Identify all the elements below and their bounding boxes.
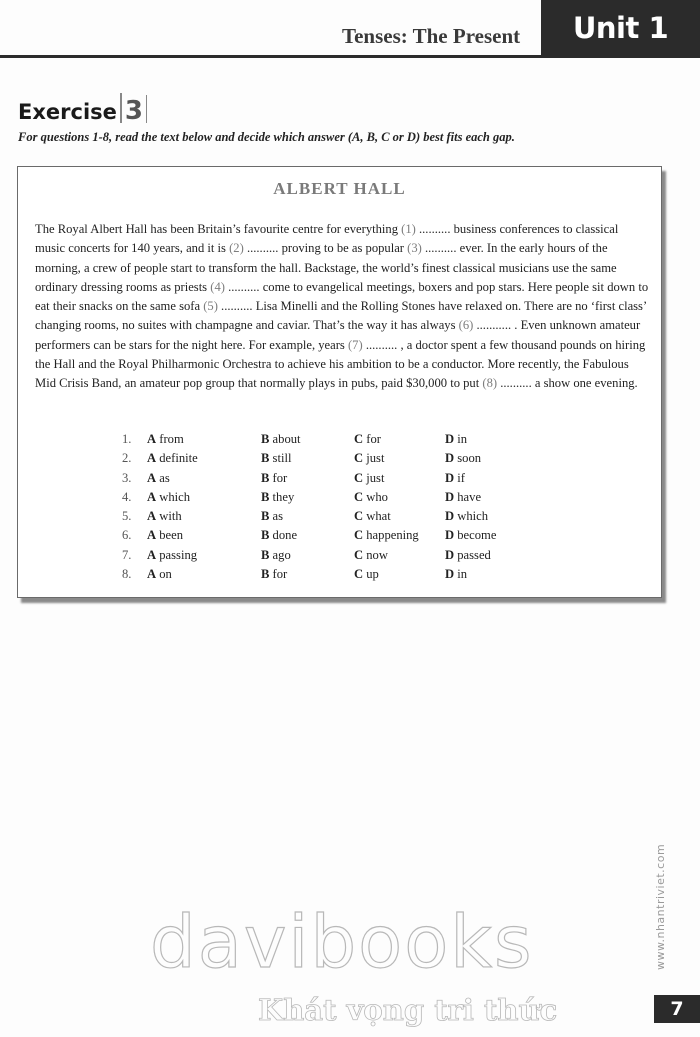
option-c: C for <box>354 432 381 446</box>
option-row <box>18 528 661 547</box>
option-row <box>18 471 661 490</box>
gap-number: (6) <box>458 318 474 333</box>
option-c: C what <box>354 509 391 524</box>
text-box <box>17 166 662 598</box>
option-b: B for <box>261 470 288 485</box>
gap-number: (3) <box>407 241 422 256</box>
option-c: C up <box>354 567 379 582</box>
option-number: 7. <box>122 547 132 562</box>
option-a: A which <box>147 489 191 504</box>
option-a: A as <box>147 470 170 485</box>
option-row <box>18 548 661 567</box>
option-number: 3. <box>122 470 132 485</box>
gap-number: (8) <box>482 376 498 391</box>
option-a: A from <box>147 432 184 446</box>
option-c: C who <box>354 489 388 504</box>
option-number: 4. <box>122 489 132 504</box>
option-d: D passed <box>445 547 491 562</box>
passage-segment: .......... business conferences to classical music concerts for 140 years, and it is <box>35 222 619 256</box>
options-table <box>18 432 661 586</box>
passage-segment: .......... Lisa Minelli and the Rolling Stones have relaxed on. There are no ‘first class’ changing rooms, no suites with champagne and caviar. That’s the way it has always <box>35 299 647 333</box>
option-b: B done <box>261 528 298 543</box>
passage-segment: .......... ever. In the early hours of the morning, a crew of people start to transform the hall. Backstage, the world’s finest classical musicians use the same ordinary dressing rooms as priests <box>35 241 617 294</box>
unit-label: Unit 1 <box>541 0 700 55</box>
option-row <box>18 567 661 586</box>
option-c: C now <box>354 547 388 562</box>
option-d: D have <box>445 489 482 504</box>
watermark-slogan: Khát vọng tri thức <box>258 993 558 1027</box>
option-b: B about <box>261 432 301 446</box>
gap-number: (4) <box>210 279 225 294</box>
option-d: D if <box>445 470 465 485</box>
option-b: B for <box>261 567 288 582</box>
option-number: 5. <box>122 509 132 524</box>
passage-text <box>35 220 650 394</box>
gap-number: (2) <box>229 241 244 256</box>
option-row <box>18 451 661 470</box>
option-a: A with <box>147 509 182 524</box>
passage-segment: .......... , a doctor spent a few thousand pounds on hiring the Hall and the Royal Philharmonic Orchestra to achieve his ambition to be a conductor. More recently, the Fabulous Mid Crisis Band, an amateur pop group that normally plays in pubs, paid $30,000 to put <box>35 337 646 391</box>
option-number: 1. <box>122 432 132 446</box>
header-title: Tenses: The Present <box>342 24 521 48</box>
option-d: D become <box>445 528 497 543</box>
exercise-label: Exercise <box>18 100 117 124</box>
gap-number: (1) <box>401 222 416 236</box>
option-row <box>18 509 661 528</box>
option-b: B as <box>261 509 284 524</box>
option-a: A on <box>147 567 172 582</box>
option-number: 2. <box>122 451 132 466</box>
exercise-number: 3 <box>124 96 143 126</box>
passage-segment: ........... . Even unknown amateur performers can be stars for the night here. For example, years <box>35 318 641 352</box>
option-number: 8. <box>122 567 132 582</box>
passage-title: ALBERT HALL <box>273 179 406 198</box>
option-c: C happening <box>354 528 419 543</box>
option-number: 6. <box>122 528 132 543</box>
passage-segment: The Royal Albert Hall has been Britain’s favourite centre for everything <box>35 222 402 236</box>
passage-segment: .......... a show one evening. <box>497 376 638 391</box>
option-b: B they <box>261 489 295 504</box>
option-a: A definite <box>147 451 198 466</box>
watermark-logo: davibooks <box>150 900 534 984</box>
option-b: B ago <box>261 547 291 562</box>
option-a: A passing <box>147 547 198 562</box>
passage-segment: .......... come to evangelical meetings, boxers and pop stars. Here people sit down to eat their snacks on the same sofa <box>35 279 649 314</box>
exercise-instruction: For questions 1-8, read the text below and decide which answer (A, B, C or D) best fits each gap. <box>18 130 515 144</box>
passage-segment: .......... proving to be as popular <box>243 241 408 256</box>
exercise-heading <box>18 93 147 126</box>
option-c: C just <box>354 451 385 466</box>
option-b: B still <box>261 451 292 466</box>
page-number: 7 <box>654 995 700 1023</box>
option-d: D in <box>445 567 468 582</box>
option-row <box>18 490 661 509</box>
option-d: D soon <box>445 451 482 466</box>
option-c: C just <box>354 470 385 485</box>
option-a: A been <box>147 528 184 543</box>
option-row <box>18 432 661 451</box>
header-rule <box>0 55 700 58</box>
option-d: D which <box>445 509 489 524</box>
gap-number: (7) <box>347 337 363 352</box>
publisher-url: www.nhantriviet.com <box>654 843 667 970</box>
option-d: D in <box>445 432 468 446</box>
gap-number: (5) <box>203 299 218 314</box>
